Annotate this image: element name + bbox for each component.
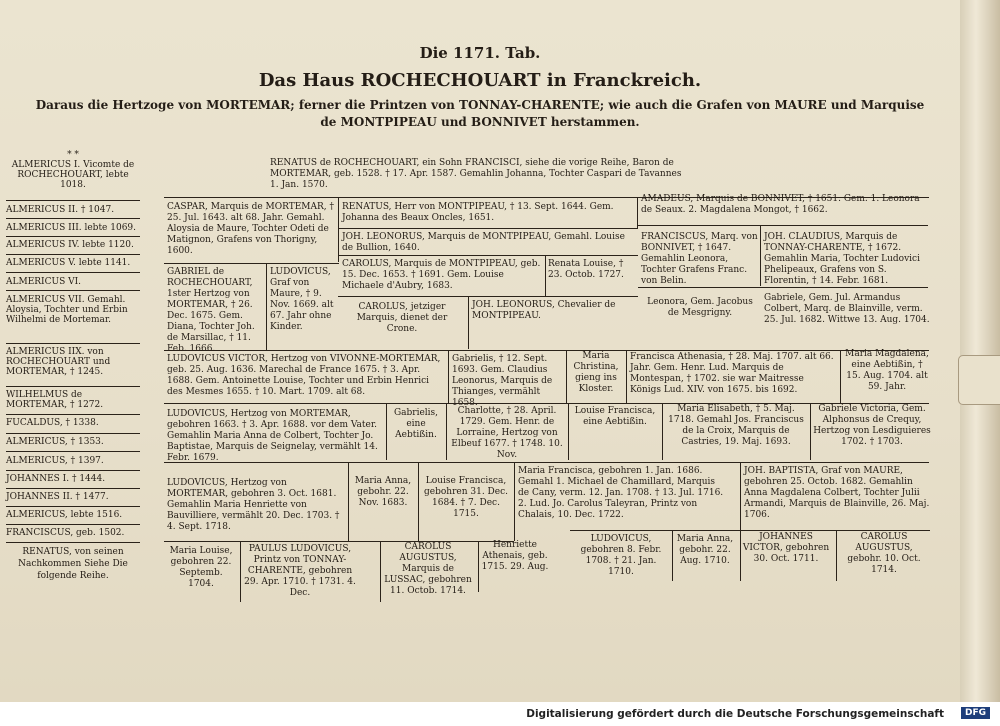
divider xyxy=(6,254,140,255)
divider xyxy=(836,531,837,581)
entry-gabriele: Gabriele, Gem. Jul. Armandus Colbert, Marq. de Blainville, verm. 25. Jul. 1682. Wittwe 13. Aug. 1704. xyxy=(764,293,930,325)
entry-renata: Renata Louise, † 23. Octob. 1727. xyxy=(548,259,624,280)
left-item-8: WILHELMUS de MORTEMAR, † 1272. xyxy=(6,390,104,410)
entry-ludovicus-1681: LUDOVICUS, Hertzog von MORTEMAR, gebohren 3. Oct. 1681. Gemahlin Maria Henriette von Bauvilliere, vermählt 20. Dec. 1703. † 4. Sept. 1718. xyxy=(167,478,340,532)
entry-maria-elisabeth: Maria Elisabeth, † 5. Maj. 1718. Gemahl Jos. Franciscus de la Croix, Marquis de Castries, 19. Maj. 1693. xyxy=(668,404,804,447)
divider xyxy=(478,542,479,592)
left-item-7: ALMERICUS IIX. von ROCHECHOUART und MORTEMAR, † 1245. xyxy=(6,347,111,377)
left-item-0: ALMERICUS I. Vicomte de ROCHECHOUART, lebte 1018. xyxy=(11,160,135,190)
entry-renatus: RENATUS de ROCHECHOUART, ein Sohn FRANCISCI, siehe die vorige Reihe, Baron de MORTEMAR, geb. 1528. † 17. Apr. 1587. Gemahlin Johanna, Tochter Caspari de Tavannes 1. Jan. 1570. xyxy=(270,158,682,190)
entry-maria-christina: Maria Christina, gieng ins Kloster. xyxy=(573,351,619,394)
divider xyxy=(740,531,741,581)
divider xyxy=(164,263,339,264)
divider xyxy=(6,343,140,344)
divider xyxy=(514,463,515,541)
divider xyxy=(338,198,339,262)
left-item-10: ALMERICUS, † 1353. xyxy=(6,437,104,447)
divider xyxy=(240,542,241,602)
entry-carolus-augustus-1714: CAROLUS AUGUSTUS, gebohr. 10. Oct. 1714. xyxy=(847,532,921,575)
entry-joh-claudius: JOH. CLAUDIUS, Marquis de TONNAY-CHARENTE, † 1672. Gemahlin Maria, Tochter Ludovici Phelipeaux, Grafens von S. Florentin, † 14. Febr. 1681. xyxy=(764,232,920,286)
entry-gabriel: GABRIEL de ROCHECHOUART, 1ster Hertzog von MORTEMAR, † 26. Dec. 1675. Gem. Diana, Tochter Joh. de Marsillac, † 11. Feb. 1666. xyxy=(167,267,255,354)
entry-gabriele-victoria: Gabriele Victoria, Gem. Alphonsus de Crequy, Hertzog von Lesdiguieres 1702. † 1703. xyxy=(813,404,931,447)
divider xyxy=(6,451,140,452)
page-tab-marker xyxy=(958,355,1000,405)
digitization-credit: Digitalisierung gefördert durch die Deutsche Forschungsgemeinschaft xyxy=(526,708,944,720)
divider xyxy=(164,350,929,351)
divider xyxy=(570,530,930,531)
divider xyxy=(6,236,140,237)
divider xyxy=(446,404,447,460)
divider xyxy=(380,542,381,602)
entry-ludovicus-1663: LUDOVICUS, Hertzog von MORTEMAR, gebohren 1663. † 3. Apr. 1688. vor dem Vater. Gemahlin Maria Anna de Colbert, Tochter Jo. Baptistae, Marquis de Seignelay, vermählt 14. Febr. 1679. xyxy=(167,409,378,463)
left-item-9: FUCALDUS, † 1338. xyxy=(6,418,99,428)
divider xyxy=(6,506,140,507)
left-item-12: JOHANNES I. † 1444. xyxy=(6,474,106,484)
left-item-16: RENATUS, von seinen Nachkommen Siehe Die folgende Reihe. xyxy=(18,547,128,581)
divider xyxy=(338,255,638,256)
left-stars: * * xyxy=(67,150,79,160)
entry-maria-louise: Maria Louise, gebohren 22. Septemb. 1704. xyxy=(169,546,233,589)
entry-ludovicus-1708: LUDOVICUS, gebohren 8. Febr. 1708. † 21. Jan. 1710. xyxy=(580,534,662,577)
entry-maria-francisca: Maria Francisca, gebohren 1. Jan. 1686. Gemahl 1. Michael de Chamillard, Marquis de Cany, verm. 12. Jan. 1708. † 13. Jul. 1716. 2. Lud. Jo. Carolus Taleyran, Printz von Chalais, 10. Dec. 1722. xyxy=(518,466,724,520)
entry-carolus-jetzt: CAROLUS, jetziger Marquis, dienet der Crone. xyxy=(356,302,448,334)
page-edge xyxy=(960,0,1000,702)
divider xyxy=(6,433,140,434)
table-number: Die 1171. Tab. xyxy=(419,44,541,62)
divider xyxy=(468,297,469,349)
divider xyxy=(662,404,663,460)
left-item-5: ALMERICUS VI. xyxy=(6,277,82,287)
entry-carolus-augustus-lussac: CAROLUS AUGUSTUS, Marquis de LUSSAC, gebohren 11. Octob. 1714. xyxy=(384,542,472,596)
divider xyxy=(568,404,569,460)
entry-leonora: Leonora, Gem. Jacobus de Mesgrigny. xyxy=(647,297,753,318)
entry-renatus-montpipeau: RENATUS, Herr von MONTPIPEAU, † 13. Sept. 1644. Gem. Johanna des Beaux Oncles, 1651. xyxy=(342,202,614,223)
entry-amadeus: AMADEUS, Marquis de BONNIVET, † 1651. Gem. 1. Leonora de Seaux. 2. Magdalena Mongot, † 1662. xyxy=(641,194,920,215)
entry-gabrielis: Gabrielis, † 12. Sept. 1693. Gem. Claudius Leonorus, Marquis de Thianges, vermählt 1658. xyxy=(452,354,553,408)
divider xyxy=(6,524,140,525)
left-item-6: ALMERICUS VII. Gemahl. Aloysia, Tochter und Erbin Wilhelmi de Mortemar. xyxy=(6,295,128,325)
entry-ludovicus-victor: LUDOVICUS VICTOR, Hertzog von VIVONNE-MORTEMAR, geb. 25. Aug. 1636. Marechal de France 1675. † 3. Apr. 1688. Gem. Antoinette Louise, Tochter und Erbin Henrici des Mesmes 1655. † 10. Mart. 1709. alt 68. xyxy=(167,354,441,397)
divider xyxy=(760,226,761,286)
left-item-11: ALMERICUS, † 1397. xyxy=(6,456,104,466)
divider xyxy=(6,542,140,543)
divider xyxy=(338,228,638,229)
entry-paulus-ludovicus: PAULUS LUDOVICUS, Printz von TONNAY-CHARENTE, gebohren 29. Apr. 1710. † 1731. 4. Dec. xyxy=(244,544,356,598)
divider xyxy=(6,218,140,219)
divider xyxy=(348,463,349,541)
divider xyxy=(840,351,841,403)
entry-caspar: CASPAR, Marquis de MORTEMAR, † 25. Jul. 1643. alt 68. Jahr. Gemahl. Aloysia de Maure, Tochter Odeti de Matignon, Grafens von Thorigny, 1600. xyxy=(167,202,335,256)
divider xyxy=(338,296,638,297)
left-item-4: ALMERICUS V. lebte 1141. xyxy=(6,258,131,268)
divider xyxy=(6,470,140,471)
divider xyxy=(6,272,140,273)
entry-maria-anna-1710: Maria Anna, gebohr. 22. Aug. 1710. xyxy=(676,534,734,566)
divider xyxy=(386,404,387,460)
divider xyxy=(672,531,673,581)
entry-carolus-montpipeau: CAROLUS, Marquis de MONTPIPEAU, geb. 15. Dec. 1653. † 1691. Gem. Louise Michaele d'Aubry, 1683. xyxy=(342,259,541,291)
entry-louise-francisca-1684: Louise Francisca, gebohren 31. Dec. 1684. † 7. Dec. 1715. xyxy=(424,476,508,519)
left-item-1: ALMERICUS II. † 1047. xyxy=(6,205,115,215)
entry-gabrielis-abbess: Gabrielis, eine Aebtißin. xyxy=(393,408,439,440)
left-item-15: FRANCISCUS, geb. 1502. xyxy=(6,528,125,538)
entry-francisca-athenais: Francisca Athenasia, † 28. Maj. 1707. alt 66. Jahr. Gem. Henr. Lud. Marquis de Montespan, † 1702. sie war Maitresse Königs Lud. XIV. von 1675. bis 1692. xyxy=(630,352,834,395)
page-title: Das Haus ROCHECHOUART in Franckreich. xyxy=(258,70,702,91)
divider xyxy=(626,351,627,403)
left-item-14: ALMERICUS, lebte 1516. xyxy=(6,510,123,520)
footer-bar xyxy=(0,702,1000,726)
entry-louise-francisca: Louise Francisca, eine Aebtißin. xyxy=(574,406,656,427)
entry-joh-leonorus-chevalier: JOH. LEONORUS, Chevalier de MONTPIPEAU. xyxy=(472,300,616,321)
entry-maria-anna: Maria Anna, gebohr. 22. Nov. 1683. xyxy=(354,476,412,508)
dfg-logo: DFG xyxy=(961,707,990,719)
entry-henriette: Henriette Athenais, geb. 1715. 29. Aug. xyxy=(481,540,549,572)
divider xyxy=(164,462,929,463)
divider xyxy=(637,198,638,228)
left-item-2: ALMERICUS III. lebte 1069. xyxy=(6,223,137,233)
divider xyxy=(638,225,928,226)
divider xyxy=(6,386,140,387)
entry-joh-leonorus: JOH. LEONORUS, Marquis de MONTPIPEAU, Gemahl. Louise de Bullion, 1640. xyxy=(342,232,625,253)
entry-johannes-victor: JOHANNES VICTOR, gebohren 30. Oct. 1711. xyxy=(742,532,830,564)
divider xyxy=(6,488,140,489)
entry-charlotte: Charlotte, † 28. April. 1729. Gem. Henr. de Lorraine, Hertzog von Elbeuf 1677. † 1748. 10. Nov. xyxy=(451,406,563,460)
entry-ludovicus-maure: LUDOVICUS, Graf von Maure, † 9. Nov. 1669. alt 67. Jahr ohne Kinder. xyxy=(270,267,334,332)
divider xyxy=(566,351,567,403)
divider xyxy=(448,351,449,403)
page-subtitle: Daraus die Hertzoge von MORTEMAR; ferner die Printzen von TONNAY-CHARENTE; wie auch die Grafen von MAURE und Marquise de MONTPIPEAU und BONNIVET herstammen. xyxy=(35,98,925,129)
divider xyxy=(266,264,267,350)
divider xyxy=(6,414,140,415)
left-item-13: JOHANNES II. † 1477. xyxy=(6,492,109,502)
divider xyxy=(6,290,140,291)
entry-maria-magdalena: Maria Magdalena, eine Aebtißin, † 15. Aug. 1704. alt 59. Jahr. xyxy=(845,349,929,392)
left-item-3: ALMERICUS IV. lebte 1120. xyxy=(6,240,134,250)
entry-franciscus: FRANCISCUS, Marq. von BONNIVET, † 1647. Gemahlin Leonora, Tochter Grafens Franc. von Belin. xyxy=(641,232,758,286)
divider xyxy=(545,256,546,296)
divider xyxy=(6,200,140,201)
entry-joh-baptista: JOH. BAPTISTA, Graf von MAURE, gebohren 25. Octob. 1682. Gemahlin Anna Magdalena Colbert, Tochter Julii Armandi, Marquis de Blainville, 26. Maj. 1706. xyxy=(744,466,930,520)
divider xyxy=(418,463,419,541)
divider xyxy=(810,404,811,460)
divider xyxy=(638,287,928,288)
